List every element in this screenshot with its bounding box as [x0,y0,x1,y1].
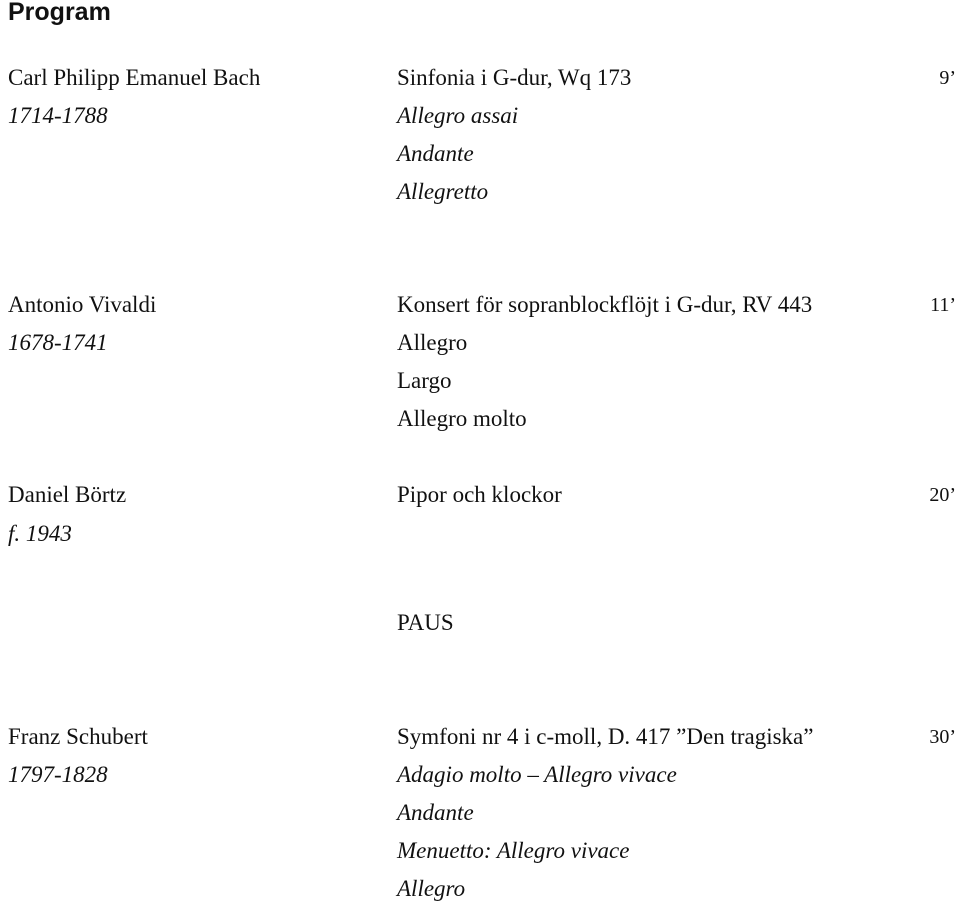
movement: Menuetto: Allegro vivace [397,838,630,863]
intermission-label: PAUS [397,610,454,635]
work-duration: 30’ [929,726,956,748]
movement: Allegro [397,876,466,901]
composer-dates: 1714-1788 [8,103,108,128]
movement: Andante [397,141,474,166]
movement: Allegro assai [397,103,519,128]
movement: Adagio molto – Allegro vivace [397,762,677,787]
composer-name: Daniel Börtz [8,482,127,507]
work-duration: 9’ [939,67,956,89]
movement: Allegro [397,330,468,355]
work-title: Pipor och klockor [397,482,562,507]
work-title: Sinfonia i G-dur, Wq 173 [397,65,632,90]
composer-dates: 1678-1741 [8,330,108,355]
composer-dates: 1797-1828 [8,762,108,787]
composer-name: Carl Philipp Emanuel Bach [8,65,261,90]
work-title: Konsert för sopranblockflöjt i G-dur, RV 443 [397,292,813,317]
movement: Allegretto [397,179,489,204]
movement: Largo [397,368,452,393]
composer-name: Franz Schubert [8,724,148,749]
work-duration: 20’ [929,484,956,506]
movement: Andante [397,800,474,825]
work-title: Symfoni nr 4 i c-moll, D. 417 ”Den tragiska” [397,724,814,749]
composer-dates: f. 1943 [8,521,72,546]
composer-name: Antonio Vivaldi [8,292,157,317]
movement: Allegro molto [397,406,527,431]
page-title: Program [8,0,111,26]
work-duration: 11’ [930,294,956,316]
